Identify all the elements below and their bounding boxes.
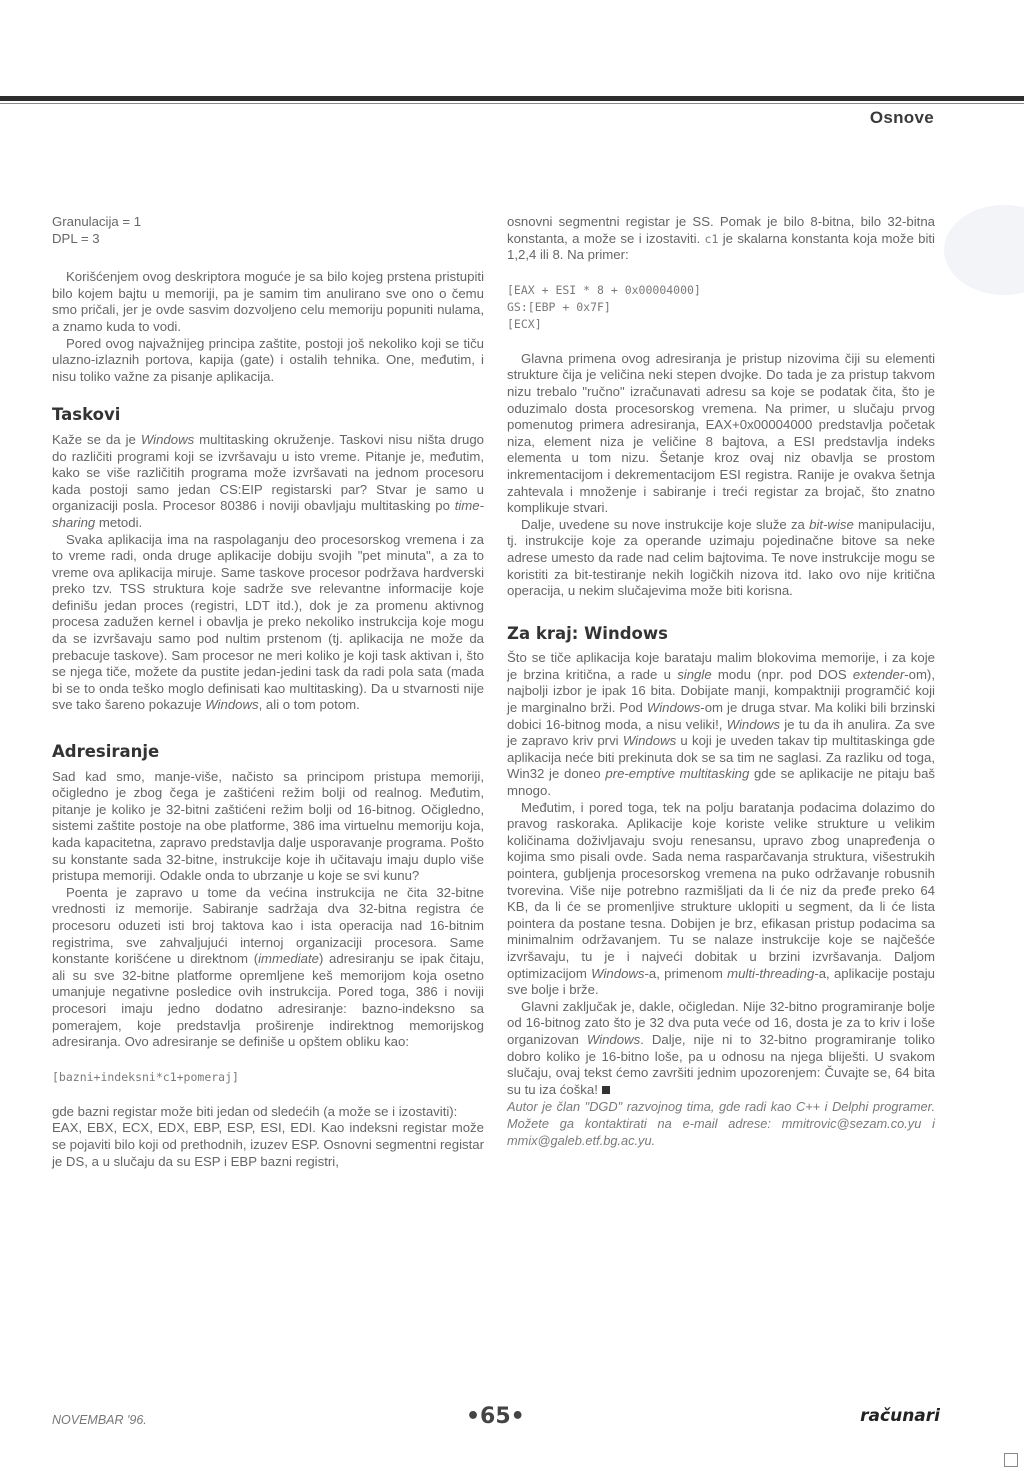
bleed-through-shape — [944, 205, 1024, 295]
code-line: [ECX] — [507, 316, 542, 331]
end-of-article-mark — [602, 1086, 610, 1094]
author-bio: Autor je član "DGD" razvojnog tima, gde radi kao C++ i Delphi programer. Možete ga kontaktirati na e-mail adrese: mmitrovic@sezam.co.yu i mmix@galeb.etf.bg.ac.yu. — [507, 1099, 935, 1149]
left-column — [52, 214, 484, 1170]
paragraph: Kaže se da je Windows multitasking okruženje. Taskovi nisu ništa drugo do različiti programi koji se izvršavaju u isto vreme. Pitanje je, međutim, kako se više različitih programa može izvršavati na jednom procesoru kada postoji samo jedan CS:EIP registarski par? Stvar je samo u organizaciji posla. Procesor 80386 i noviji obavljaju multitasking po time-sharing metodi. — [52, 431, 485, 530]
dpl-line: DPL = 3 — [52, 230, 100, 246]
paragraph: EAX, EBX, ECX, EDX, EBP, ESP, ESI, EDI. Kao indeksni registar može se pojaviti bilo koji od prethodnih, izuzev ESP. Osnovni segmentni registar je DS, a u slučaju da su ESP i EBP bazni registri, — [52, 1120, 484, 1169]
paragraph: Sad kad smo, manje-više, načisto sa principom pristupa memoriji, očigledno je zbog čega je zaštićeni režim bolji od realnog. Međutim, pitanje je koliko je 32-bitni zaštićeni režim bolji od 16-bitnog. Očigledno, sistemi zaštite postoje na obe platforme, 386 ima virtuelnu memoriju koja, kada kapacitetna, zapravo predstavlja dalje usporavanje programa. Pošto su konstante sada 32-bitne, instrukcije koje ih učitavaju imaju duplo više pristupa memoriji. Odakle onda to ubrzanje u koje se svi kunu? — [52, 768, 484, 884]
code-block: [bazni+indeksni*c1+pomeraj] — [52, 1069, 239, 1084]
granulation-line: Granulacija = 1 — [52, 214, 142, 229]
paragraph: Dalje, uvedene su nove instrukcije koje služe za bit-wise manipulaciju, tj. instrukcije koje za operande uzimaju pojedinačne bitove sa neke adrese umesto da rade nad celim bajtovima. Te nove instrukcije mogu se koristiti za bit-testiranje nekih logičkih nizova itd. Iako ovo nije kritična operacija, u nekim slučajevima može biti korisna. — [507, 516, 935, 599]
paragraph: Glavni zaključak je, dakle, očigledan. Nije 32-bitno programiranje bolje od 16-bitnog zato što je 32 dva puta veće od 16, dosta je za to kriv i loše organizovan Windows. Dalje, nije ni to 32-bitno programiranje toliko dobro koliko je 16-bitno loše, pa u odnosu na njega bliješti. U svakom slučaju, ovaj tekst ćemo završiti jednim upozorenjem: Čuvajte se, 64 bita su tu iza ćoška! — [507, 998, 935, 1097]
paragraph: Pored ovog najvažnijeg principa zaštite, postoji još nekoliko koji se tiču ulazno-izlaznih portova, kapija (gate) i ostalih tehnika. One, međutim, i nisu toliko važne za pisanje aplikacija. — [52, 335, 484, 384]
magazine-logo: računari — [860, 1406, 940, 1426]
scan-corner-mark — [1004, 1453, 1018, 1467]
paragraph: gde bazni registar može biti jedan od sledećih (a može se i izostaviti): — [52, 1103, 458, 1119]
code-line: [EAX + ESI * 8 + 0x00004000] — [507, 282, 701, 297]
header-rule-thin — [0, 103, 1024, 104]
paragraph: osnovni segmentni registar je SS. Pomak je bilo 8-bitna, bilo 32-bitna konstanta, a može se i izostaviti. c1 je skalarna konstanta koja može biti 1,2,4 ili 8. Na primer: — [507, 214, 935, 263]
paragraph: Korišćenjem ovog deskriptora moguće je sa bilo kojeg prstena pristupiti bilo kojem bajtu u memoriji, pa je samim tim anulirano sve ono o čemu smo pričali, jer je ovde sasvim dozvoljeno celu memoriju popuniti nulama, a znamo kuda to vodi. — [52, 269, 484, 334]
header-rule — [0, 96, 1024, 101]
page-number: •65• — [466, 1404, 525, 1429]
paragraph: Poenta je zapravo u tome da većina instrukcija ne čita 32-bitne vrednosti iz memorije. Sabiranje sadržaja dva 32-bitna registra će procesoru oduzeti isti broj taktova kao i ista operacija nad 16-bitnim registrima, sve zahvaljujući internoj organizaciji procesora. Same konstante korišćene u direktnom (immediate) adresiranju se ipak čitaju, ali su sve 32-bitne platforme opremljene keš memorijom koja osetno umanjuje negativne posledice ovih instrukcija. Pored toga, 386 i noviji procesori imaju jedno dodatno adresiranje: bazno-indeksno sa pomerajem, koje predstavlja proširenje indirektnog memorijskog adresiranja. Ovo adresiranje se definiše u opštem obliku kao: — [52, 884, 484, 1050]
section-label: Osnove — [869, 108, 934, 127]
right-column — [507, 214, 935, 1149]
code-line: GS:[EBP + 0x7F] — [507, 299, 611, 314]
heading-adresiranje: Adresiranje — [52, 742, 160, 762]
paragraph: Svaka aplikacija ima na raspolaganju deo procesorskog vremena i za to vreme radi, onda druge aplikacije dobiju svojih "pet minuta", a za to vreme ova aplikacija miruje. Same taskove procesor podržava hardverski preko tzv. TSS struktura koje sadrže sve relevantne informacije koje definišu jedan proces (registri, LDT itd.), dok je za promenu aktivnog procesa zadužen kernel i obavlja je preko nekoliko instrukcija koje mogu da se izvršavaju samo pod nultim prstenom (tj. aplikacija ne može da prebacuje taskove). Sam procesor ne meri koliko je koji task aktivan i, što se njega tiče, možete da pustite jedan-jedini task da radi pola sata (mada bi se to onda teško moglo definisati kao multitasking). Da u stvarnosti nije sve tako šareno pokazuje Windows, ali o tom potom. — [52, 531, 484, 713]
paragraph: Glavna primena ovog adresiranja je pristup nizovima čiji su elementi strukture čija je veličina neki stepen dvojke. Do tada je za pristup takvom nizu trebalo "ručno" izračunavati adresu sa koje se podatak čita, što je oduzimalo dosta procesorskog vremena. Na primer, u slučaju prvog pomenutog primera adresiranja, EAX+0x00004000 predstavlja početak niza, element niza je veličine 8 bajtova, a ESI predstavlja indeks elementa u tom nizu. Šetanje kroz ovaj niz obavlja se prostom inkrementacijom i dekrementacijom ESI registra. Ranije je ovakva šetnja zahtevala i množenje i sabiranje i treći registar za brojač, što znatno komplikuje stvari. — [507, 350, 935, 516]
heading-taskovi: Taskovi — [52, 405, 121, 425]
paragraph: Što se tiče aplikacija koje barataju malim blokovima memorije, i za koje je brzina kritična, a rade u single modu (npr. pod DOS extender-om), najbolji izbor je ipak 16 bita. Dobijate manji, kompaktniji programčić koji je marginalno brži. Pod Windows-om je druga stvar. Ma koliki bili brzinski dobici 16-bitnog moda, a nisu veliki!, Windows je tu da ih anulira. Za sve je zapravo kriv prvi Windows u koji je uveden takav tip multitaskinga gde aplikacija neće biti prekinuta dok se sa tim ne saglasi. Za razliku od toga, Win32 je doneo pre-emptive multitasking gde se aplikacije ne pitaju baš mnogo. — [507, 650, 935, 799]
issue-date: NOVEMBAR '96. — [52, 1413, 147, 1427]
heading-za-kraj: Za kraj: Windows — [507, 623, 668, 643]
paragraph: Međutim, i pored toga, tek na polju baratanja podacima dolazimo do pravog raskoraka. Aplikacije koje koriste velike strukture u velikim količinama doživljavaju svoju renesansu, upravo zbog unapređenja o kojima smo pisali ovde. Sada nema rasparčavanja struktura, višestrukih pointera, gubljenja procesorskog vremena na puko održavanje robusnih tvorevina. Više nije potrebno razmišljati da li će niz da pređe preko 64 KB, da li će se promenljive strukture uklopiti u segment, da li će lista pointera da postane tesna. Dobijen je brz, efikasan pristup podacima sa minimalnim održavanjem. Tu se nalaze instrukcije koje se najčešće izvršavaju, tu je i najveći dobitak u brzini izvršavanja. Daljom optimizacijom Windows-a, primenom multi-threading-a, aplikacije postaju sve bolje i brže. — [507, 799, 935, 998]
